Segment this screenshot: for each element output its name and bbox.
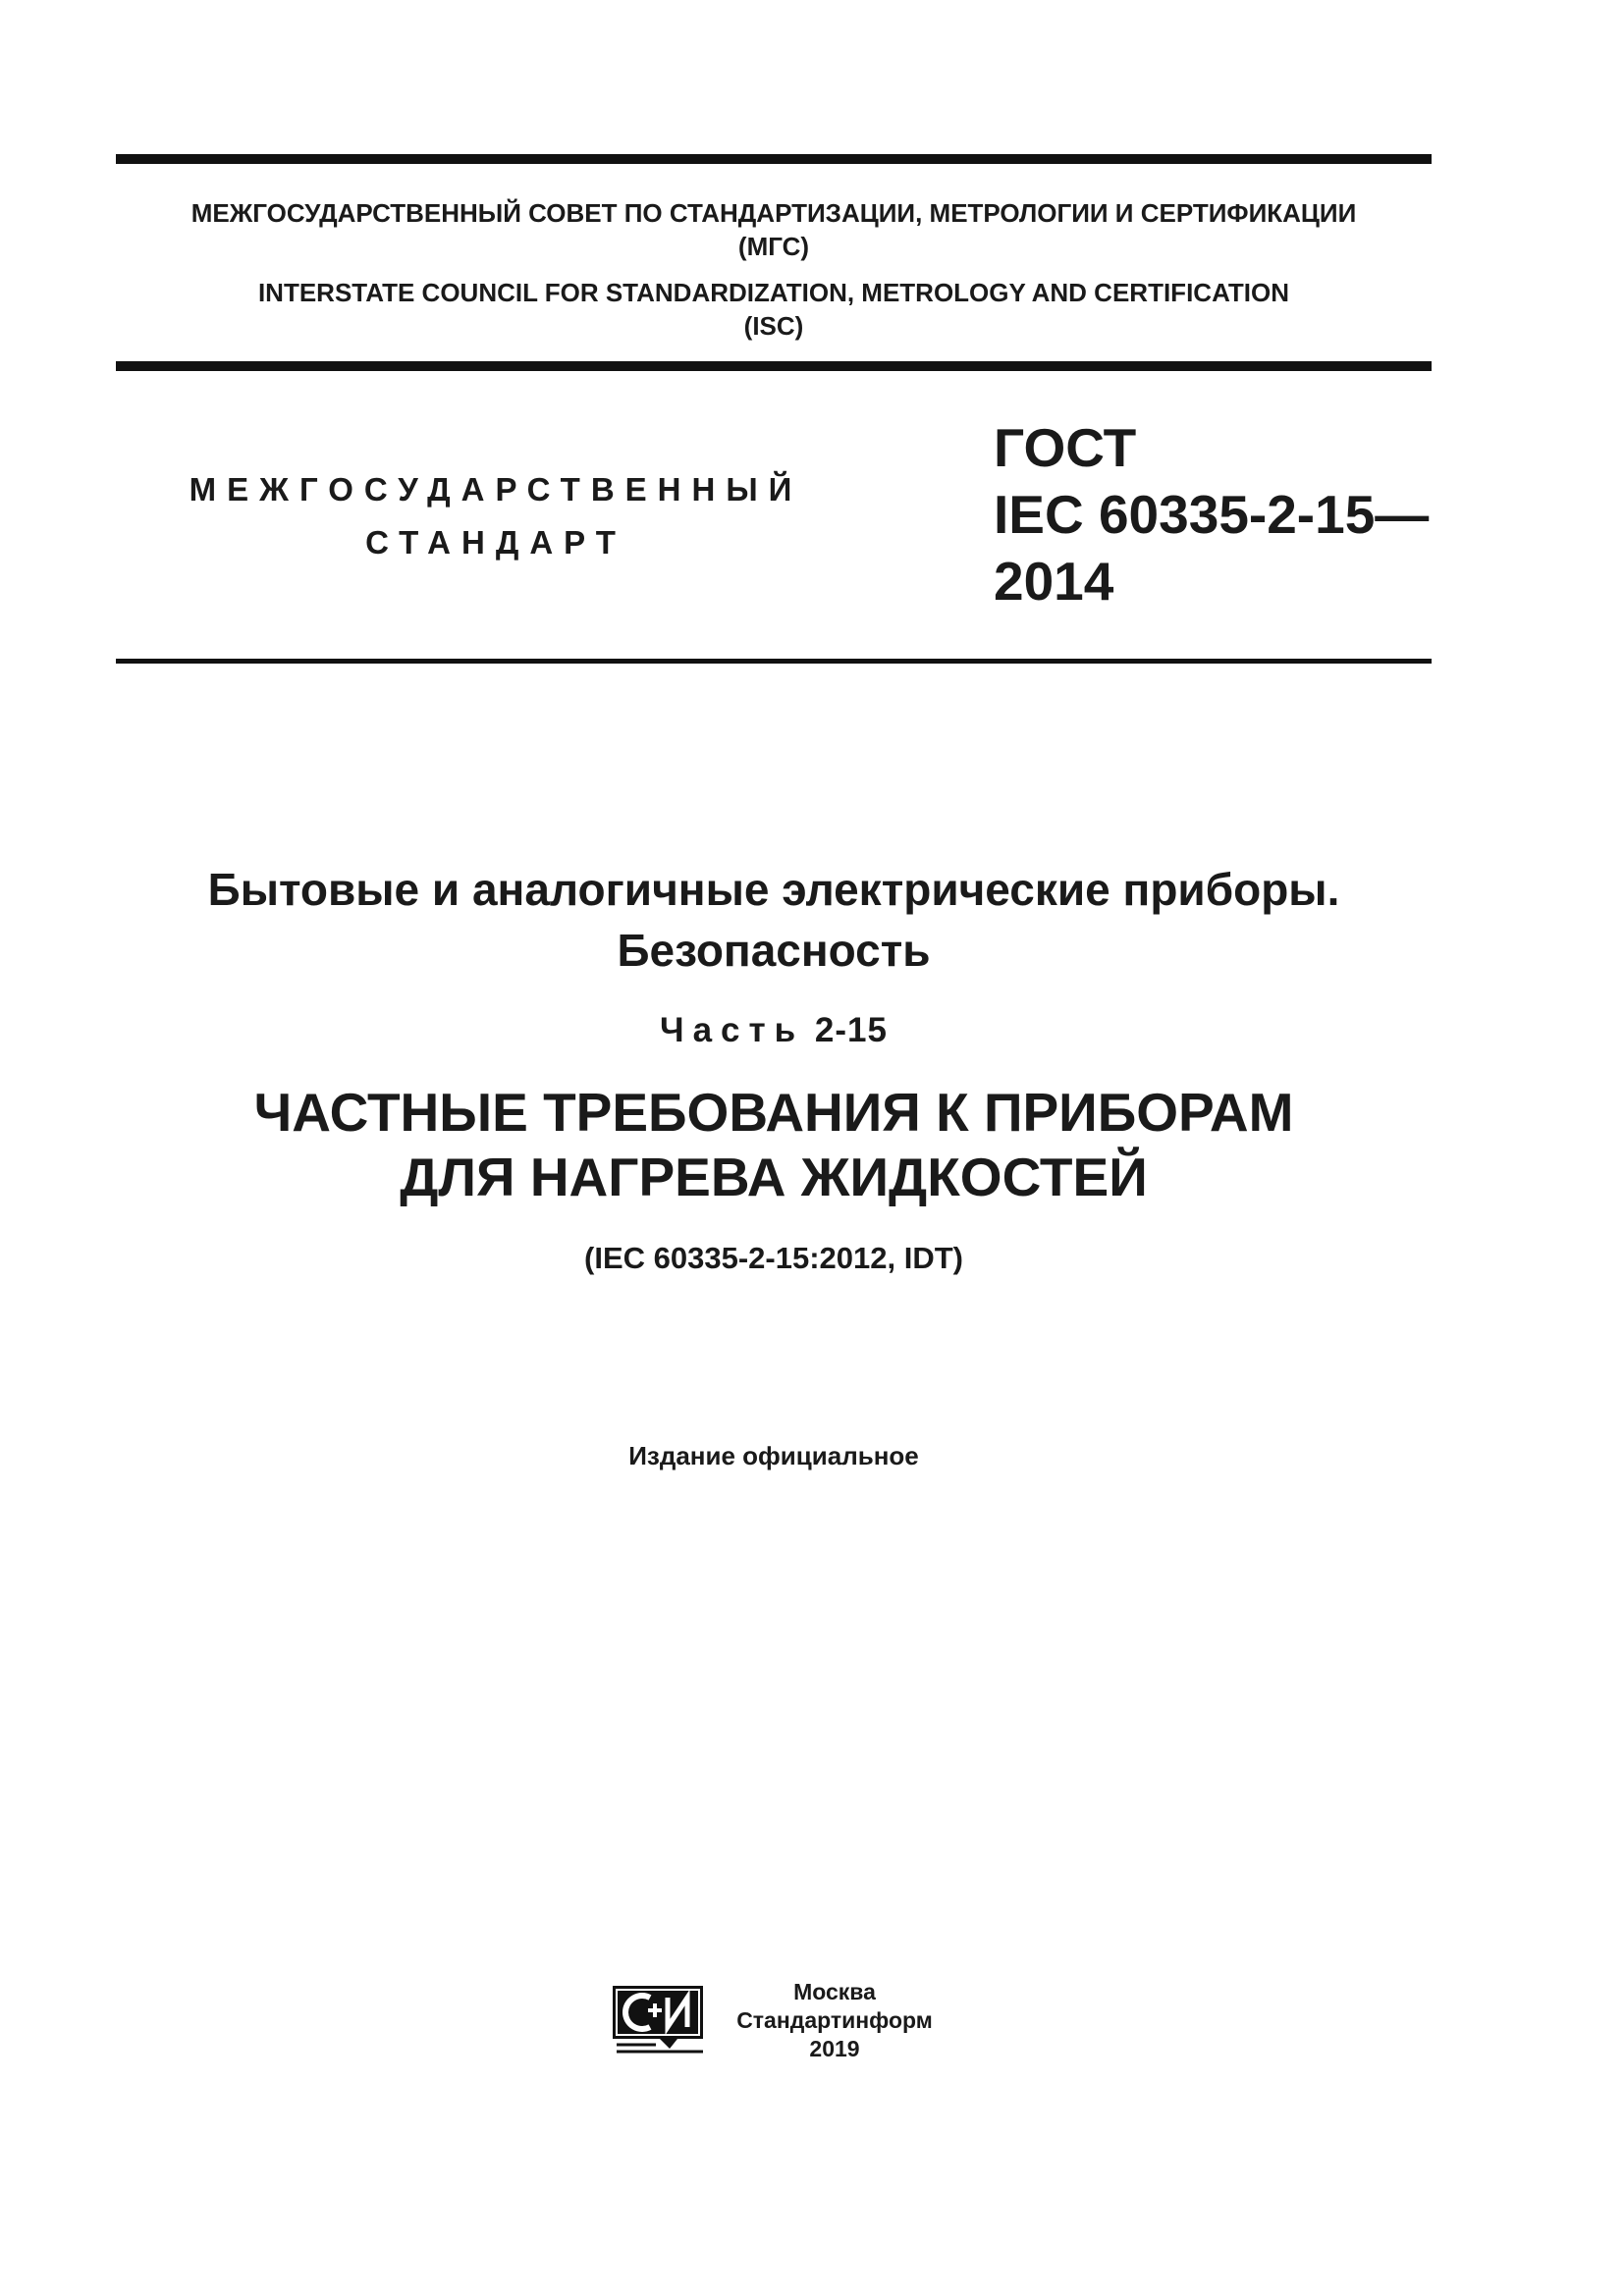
header-bottom-rule	[116, 361, 1432, 371]
official-edition: Издание официальное	[628, 1441, 919, 1470]
council-header-ru	[116, 196, 1432, 263]
council-en-abbr: (ISC)	[743, 311, 804, 341]
standard-kind	[157, 463, 835, 569]
council-header-en	[116, 276, 1432, 343]
part-word: Часть	[660, 1011, 805, 1049]
subtitle-line1: ЧАСТНЫЕ ТРЕБОВАНИЯ К ПРИБОРАМ	[253, 1082, 1294, 1143]
document-title	[116, 859, 1432, 981]
standartinform-logo-icon	[609, 1978, 707, 2056]
council-en-name: INTERSTATE COUNCIL FOR STANDARDIZATION, METROLOGY AND CERTIFICATION	[257, 278, 1290, 307]
part-number: 2-15	[814, 1011, 888, 1049]
designation-bottom-rule	[116, 659, 1432, 664]
iec-reference: (IEC 60335-2-15:2012, IDT)	[584, 1241, 963, 1275]
publisher-city: Москва	[793, 1979, 876, 2004]
document-subtitle	[116, 1080, 1432, 1209]
council-ru-abbr: (МГС)	[737, 232, 810, 261]
part-label	[116, 1006, 1432, 1055]
standard-kind-line1: МЕЖГОСУДАРСТВЕННЫЙ	[189, 471, 803, 507]
standard-kind-line2: СТАНДАРТ	[365, 524, 626, 561]
title-line1: Бытовые и аналогичные электрические приборы.	[207, 864, 1340, 915]
publisher-year: 2019	[809, 2036, 860, 2061]
top-rule	[116, 154, 1432, 164]
gost-number: IEC 60335-2-15—	[994, 484, 1430, 545]
gost-label: ГОСТ	[994, 417, 1137, 478]
gost-designation	[994, 414, 1429, 614]
publisher-name: Стандартинформ	[736, 2007, 933, 2033]
publisher-info	[722, 1978, 947, 2063]
council-ru-name: МЕЖГОСУДАРСТВЕННЫЙ СОВЕТ ПО СТАНДАРТИЗАЦИИ, МЕТРОЛОГИИ И СЕРТИФИКАЦИИ	[190, 198, 1357, 228]
title-line2: Безопасность	[617, 925, 931, 976]
subtitle-line2: ДЛЯ НАГРЕВА ЖИДКОСТЕЙ	[400, 1147, 1148, 1207]
gost-year: 2014	[994, 551, 1114, 612]
